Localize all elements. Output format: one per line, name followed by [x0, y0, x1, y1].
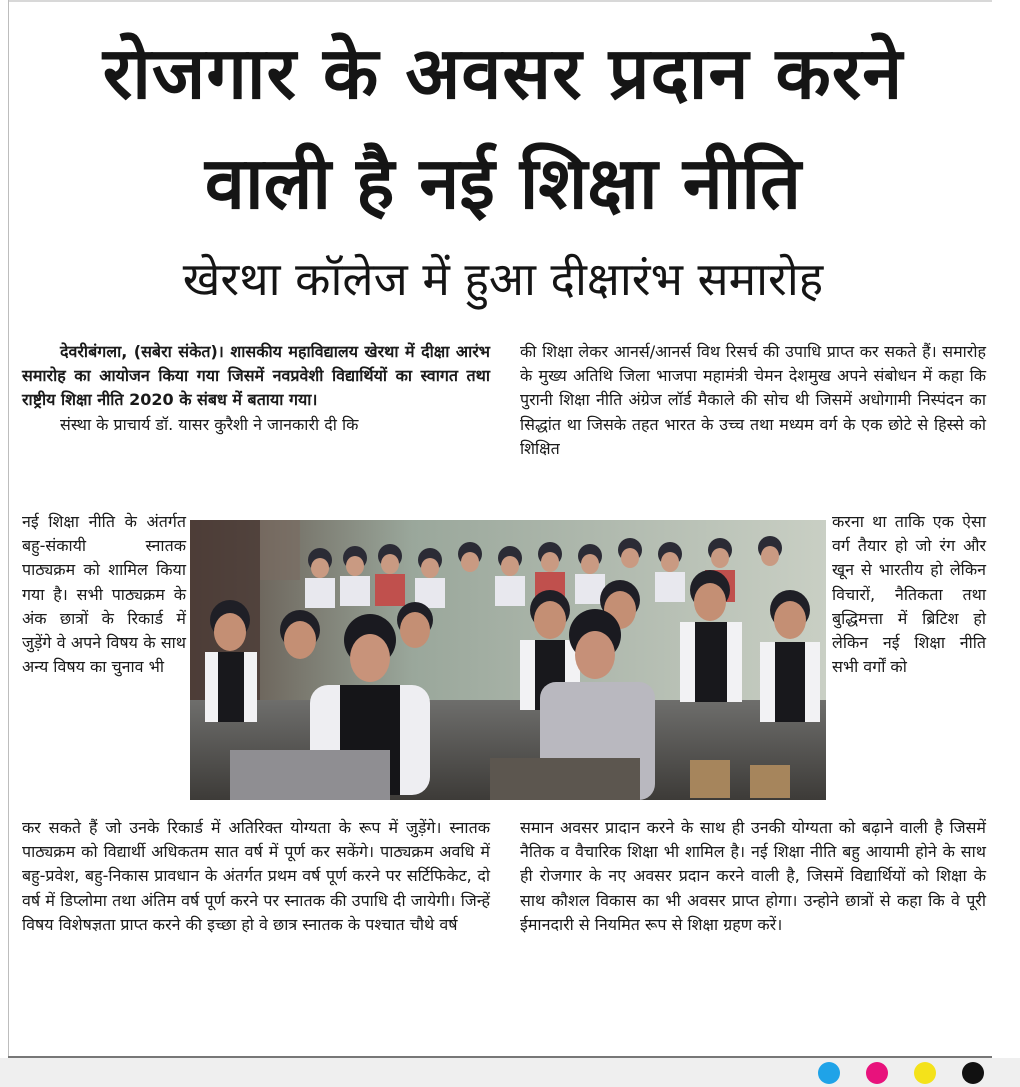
news-photo	[190, 520, 826, 800]
cyan-registration-dot	[818, 1062, 840, 1084]
body-paragraph: करना था ताकि एक ऐसा वर्ग तैयार हो जो रंग और खून से भारतीय हो लेकिन विचारों, नैतिकता तथा बुद्धिमत्ता में ब्रिटिश हो लेकिन नई शिक्षा नीति सभी वर्गों को	[832, 512, 986, 677]
body-paragraph: कर सकते हैं जो उनके रिकार्ड में अतिरिक्त योग्यता के रूप में जुड़ेंगे। स्नातक पाठ्यक्रम को विद्यार्थी अधिकतम सात वर्ष में पूर्ण कर सकेंगे। पाठ्यक्रम अवधि में बहु-प्रवेश, बहु-निकास प्रावधान के अंतर्गत प्रथम वर्ष पूर्ण करने पर सर्टिफिकेट, दो वर्ष में डिप्लोमा तथा अंतिम वर्ष पूर्ण करने पर स्नातक की उपाधि दी जायेगी। जिन्हें विषय विशेषज्ञता प्राप्त करने की इच्छा हो वे छात्र स्नातक के पश्चात चौथे वर्ष	[22, 818, 490, 934]
black-registration-dot	[962, 1062, 984, 1084]
body-paragraph: समान अवसर प्रादान करने के साथ ही उनकी योग्यता को बढ़ाने वाली है जिसमें नैतिक व वैचारिक शिक्षा भी शामिल है। नई शिक्षा नीति बहु आयामी होने के साथ ही रोजगार के नए अवसर प्रदान करने वाली है, जिसमें विद्यार्थियों को शिक्षा के साथ कौशल विकास का भी अवसर प्राप्त होगा। उन्होने छात्रों से कहा कि वे पूरी ईमानदारी से नियमित रूप से शिक्षा ग्रहण करें।	[520, 818, 986, 934]
subheadline: खेरथा कॉलेज में हुआ दीक्षारंभ समारोह	[182, 252, 824, 306]
headline-line-1: रोजगार के अवसर प्रदान करने	[102, 31, 904, 115]
body-paragraph: की शिक्षा लेकर आनर्स/आनर्स विथ रिसर्च की उपाधि प्राप्त कर सकते हैं। समारोह के मुख्य अतिथि जिला भाजपा महामंत्री चेमन देशमुख अपने संबोधन में कहा कि पुरानी शिक्षा नीति अंग्रेज लॉर्ड मैकाले की सोच थी जिसमें अधोगामी निस्पंदन का सिद्धांत था जिसके तहत भारत के उच्च तथा मध्यम वर्ग के एक छोटे से हिस्से को शिक्षित	[520, 342, 986, 458]
left-wrap-text	[22, 510, 186, 679]
headline-line-2: वाली है नई शिक्षा नीति	[204, 141, 802, 225]
magenta-registration-dot	[866, 1062, 888, 1084]
left-column-bottom	[22, 816, 490, 937]
left-column-top	[22, 340, 490, 437]
right-wrap-text	[832, 510, 986, 679]
body-paragraph: नई शिक्षा नीति के अंतर्गत बहु-संकायी स्नातक पाठ्यक्रम को शामिल किया गया है। सभी पाठ्यक्रम के अंक छात्रों के रिकार्ड में जुड़ेंगे वे अपने विषय के साथ अन्य विषय का चुनाव भी	[22, 512, 186, 677]
body-paragraph: संस्था के प्राचार्य डॉ. यासर कुरैशी ने जानकारी दी कि	[60, 414, 359, 434]
right-column-bottom	[520, 816, 986, 937]
right-column-top	[520, 340, 986, 461]
yellow-registration-dot	[914, 1062, 936, 1084]
dateline-paragraph: देवरीबंगला, (सबेरा संकेत)। शासकीय महाविद्यालय खेरथा में दीक्षा आरंभ समारोह का आयोजन किया गया जिसमें नवप्रवेशी विद्यार्थियों का स्वागत तथा राष्ट्रीय शिक्षा नीति 2020 के संबध में बताया गया।	[22, 342, 490, 410]
